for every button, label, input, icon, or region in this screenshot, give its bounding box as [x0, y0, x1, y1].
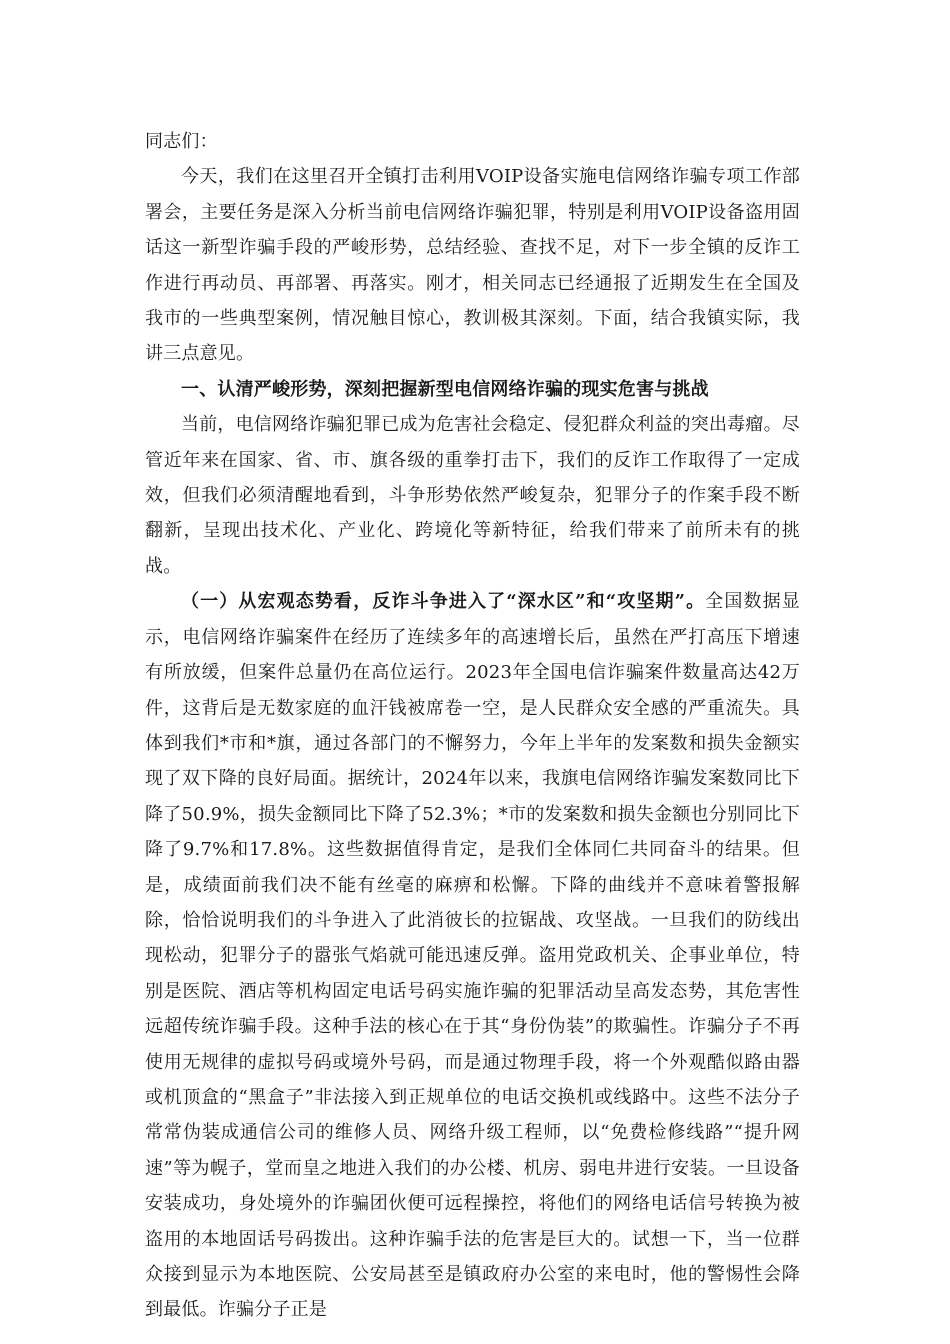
section-heading-1: 一、认清严峻形势，深刻把握新型电信网络诈骗的现实危害与挑战 [181, 378, 709, 400]
subsection-lead: （一）从宏观态势看，反诈斗争进入了“深水区”和“攻坚期”。 [181, 591, 706, 613]
subsection-body: 全国数据显示，电信网络诈骗案件在经历了连续多年的高速增长后，虽然在严打高压下增速有所放缓，但案件总量仍在高位运行。2023年全国电信诈骗案件数量高达42万件，这背后是无数家庭的血汗钱被席卷一空，是人民群众安全感的严重流失。具体到我们*市和*旗，通过各部门的不懈努力，今年上半年的发案数和损失金额实现了双下降的良好局面。据统计，2024年以来，我旗电信网络诈骗发案数同比下降了50.9%，损失金额同比下降了52.3%；*市的发案数和损失金额也分别同比下降了9.7%和17.8%。这些数据值得肯定，是我们全体同仁共同奋斗的结果。但是，成绩面前我们决不能有丝毫的麻痹和松懈。下降的曲线并不意味着警报解除，恰恰说明我们的斗争进入了此消彼长的拉锯战、攻坚战。一旦我们的防线出现松动，犯罪分子的嚣张气焰就可能迅速反弹。盗用党政机关、企事业单位，特别是医院、酒店等机构固定电话号码实施诈骗的犯罪活动呈高发态势，其危害性远超传统诈骗手段。这种手法的核心在于其“身份伪装”的欺骗性。诈骗分子不再使用无规律的虚拟号码或境外号码，而是通过物理手段，将一个外观酷似路由器或机顶盒的“黑盒子”非法接入到正规单位的电话交换机或线路中。这些不法分子常常伪装成通信公司的维修人员、网络升级工程师，以“免费检修线路”“提升网速”等为幌子，堂而皇之地进入我们的办公楼、机房、弱电井进行安装。一旦设备安装成功，身处境外的诈骗团伙便可远程操控，将他们的网络电话信号转换为被盗用的本地固话号码拨出。这种诈骗手法的危害是巨大的。试想一下，当一位群众接到显示为本地医院、公安局甚至是镇政府办公室的来电时，他的警惕性会降到最低。诈骗分子正是 [145, 591, 800, 1321]
paragraph-situation: 当前，电信网络诈骗犯罪已成为危害社会稳定、侵犯群众利益的突出毒瘤。尽管近年来在国家、省、市、旗各级的重拳打击下，我们的反诈工作取得了一定成效，但我们必须清醒地看到，斗争形势依然严峻复杂，犯罪分子的作案手段不断翻新，呈现出技术化、产业化、跨境化等新特征，给我们带来了前所未有的挑战。 [145, 414, 800, 577]
document-body [145, 124, 800, 1328]
paragraph-macro-trend [145, 584, 800, 1328]
salutation: 同志们： [145, 131, 218, 152]
paragraph-intro: 今天，我们在这里召开全镇打击利用VOIP设备实施电信网络诈骗专项工作部署会，主要任务是深入分析当前电信网络诈骗犯罪，特别是利用VOIP设备盗用固话这一新型诈骗手段的严峻形势，总结经验、查找不足，对下一步全镇的反诈工作进行再动员、再部署、再落实。刚才，相关同志已经通报了近期发生在全国及我市的一些典型案例，情况触目惊心，教训极其深刻。下面，结合我镇实际，我讲三点意见。 [145, 166, 800, 365]
